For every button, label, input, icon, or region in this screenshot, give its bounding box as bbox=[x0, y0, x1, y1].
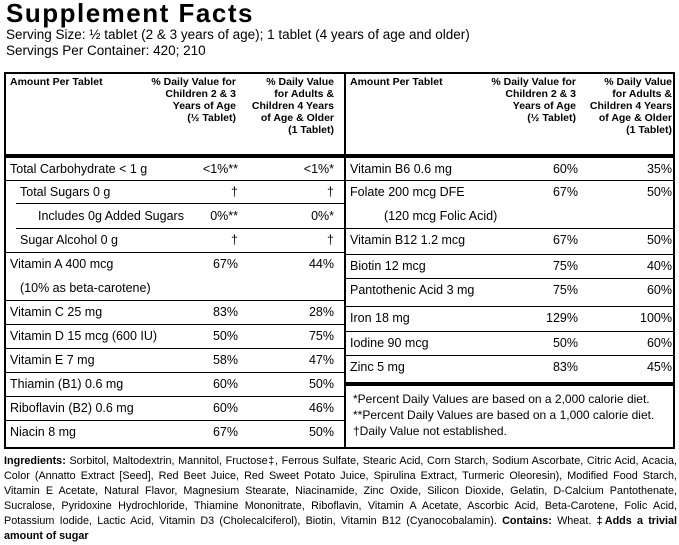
row-iodine: Iodine 90 mcg bbox=[350, 336, 429, 350]
row-vitamin-b12: Vitamin B12 1.2 mcg bbox=[350, 233, 466, 247]
cell-adult: 35% bbox=[646, 162, 672, 176]
cell-child: † bbox=[231, 233, 238, 247]
cell-child: 0%** bbox=[210, 209, 238, 223]
cell-adult: 28% bbox=[308, 305, 334, 319]
ingredients-text: Sorbitol, Maltodextrin, Mannitol, Fructose‡, Ferrous Sulfate, Stearic Acid, Corn Starch, Sodium Ascorbate, Citric Acid, Acacia, Color (Annatto Extract [Seed], Red Beet Juice, Red Sweet Potato Juice, Spirulina Extract, Turmeric Oleoresin), Modified Food Starch, Vitamin E Acetate, Natural Flavor, Magnesium Stearate, Niacinamide, Zinc Oxide, Silicon Dioxide, Gelatin, D-Calcium Pantothenate, Sucralose, Pyridoxine Hydrochloride, Thiamine Mononitrate, Riboflavin, Vitamin A Acetate, Ascorbic Acid, Beta-Carotene, Folic Acid, Potassium Iodide, Lactic Acid, Vitamin D3 (Cholecalciferol), Biotin, Vitamin B12 (Cyanocobalamin). bbox=[4, 455, 677, 527]
row-divider bbox=[6, 180, 344, 181]
row-divider bbox=[16, 228, 344, 229]
row-divider bbox=[346, 254, 673, 255]
cell-adult: 100% bbox=[640, 311, 672, 325]
row-divider bbox=[346, 228, 673, 229]
cell-child: 67% bbox=[552, 185, 578, 199]
cell-child: 75% bbox=[552, 259, 578, 273]
row-niacin: Niacin 8 mg bbox=[10, 425, 76, 439]
cell-adult: † bbox=[327, 185, 334, 199]
cell-adult: 50% bbox=[308, 425, 334, 439]
left-header-adults: % Daily Value for Adults & Children 4 Years of Age & Older (1 Tablet) bbox=[251, 76, 334, 136]
row-iron: Iron 18 mg bbox=[350, 311, 410, 325]
right-header-adults: % Daily Value for Adults & Children 4 Years of Age & Older (1 Tablet) bbox=[589, 76, 672, 136]
row-divider bbox=[6, 324, 344, 325]
row-divider bbox=[346, 355, 673, 356]
row-biotin: Biotin 12 mcg bbox=[350, 259, 426, 273]
left-header-rule bbox=[6, 154, 344, 158]
row-divider bbox=[6, 372, 344, 373]
right-header-children: % Daily Value for Children 2 & 3 Years of Age (½ Tablet) bbox=[491, 76, 576, 124]
cell-adult: 60% bbox=[646, 283, 672, 297]
trivial-sugar-note: ‡Adds a trivial amount of sugar bbox=[4, 515, 678, 542]
row-thiamin: Thiamin (B1) 0.6 mg bbox=[10, 377, 124, 391]
cell-child: 67% bbox=[212, 257, 238, 271]
cell-adult: 47% bbox=[308, 353, 334, 367]
row-divider bbox=[6, 300, 344, 301]
footnote-1: *Percent Daily Values are based on a 2,000 calorie diet. bbox=[353, 392, 650, 406]
row-beta-carotene: (10% as beta-carotene) bbox=[20, 281, 151, 295]
cell-adult: <1%* bbox=[303, 162, 334, 176]
cell-child: 83% bbox=[552, 360, 578, 374]
cell-child: 67% bbox=[552, 233, 578, 247]
contains-text: Wheat. bbox=[557, 515, 592, 527]
cell-child: † bbox=[231, 185, 238, 199]
cell-child: 83% bbox=[212, 305, 238, 319]
contains-label: Contains: bbox=[502, 515, 552, 527]
cell-adult: 60% bbox=[646, 336, 672, 350]
row-sugar-alcohol: Sugar Alcohol 0 g bbox=[20, 233, 118, 247]
cell-child: 50% bbox=[552, 336, 578, 350]
cell-child: 75% bbox=[552, 283, 578, 297]
ingredients-block bbox=[4, 454, 677, 544]
row-folate: Folate 200 mcg DFE bbox=[350, 185, 465, 199]
ingredients-label: Ingredients: bbox=[4, 455, 66, 467]
cell-child: 50% bbox=[212, 329, 238, 343]
row-vitamin-e: Vitamin E 7 mg bbox=[10, 353, 95, 367]
row-folic-acid: (120 mcg Folic Acid) bbox=[384, 209, 498, 223]
cell-adult: 50% bbox=[646, 233, 672, 247]
row-divider bbox=[346, 278, 673, 279]
cell-adult: 46% bbox=[308, 401, 334, 415]
cell-adult: 50% bbox=[308, 377, 334, 391]
row-vitamin-a: Vitamin A 400 mcg bbox=[10, 257, 114, 271]
cell-adult: 50% bbox=[646, 185, 672, 199]
cell-child: 60% bbox=[552, 162, 578, 176]
cell-child: <1%** bbox=[202, 162, 238, 176]
row-total-carbohydrate: Total Carbohydrate < 1 g bbox=[10, 162, 148, 176]
servings-per-container: Servings Per Container: 420; 210 bbox=[6, 43, 206, 58]
cell-adult: 75% bbox=[308, 329, 334, 343]
column-divider bbox=[344, 74, 346, 447]
footnote-2: **Percent Daily Values are based on a 1,000 calorie diet. bbox=[353, 408, 655, 422]
row-vitamin-c: Vitamin C 25 mg bbox=[10, 305, 103, 319]
row-added-sugars: Includes 0g Added Sugars bbox=[38, 209, 184, 223]
right-header-rule bbox=[346, 154, 673, 158]
cell-adult: 45% bbox=[646, 360, 672, 374]
left-header-children: % Daily Value for Children 2 & 3 Years of Age (½ Tablet) bbox=[151, 76, 236, 124]
cell-child: 60% bbox=[212, 401, 238, 415]
row-total-sugars: Total Sugars 0 g bbox=[20, 185, 111, 199]
cell-child: 67% bbox=[212, 425, 238, 439]
cell-adult: 44% bbox=[308, 257, 334, 271]
left-header-amount: Amount Per Tablet bbox=[10, 76, 103, 88]
serving-info bbox=[6, 27, 470, 59]
facts-table bbox=[4, 72, 675, 449]
row-divider bbox=[346, 306, 673, 307]
footnote-3: †Daily Value not established. bbox=[353, 424, 507, 438]
row-riboflavin: Riboflavin (B2) 0.6 mg bbox=[10, 401, 134, 415]
cell-child: 58% bbox=[212, 353, 238, 367]
right-header-amount: Amount Per Tablet bbox=[350, 76, 443, 88]
cell-child: 129% bbox=[546, 311, 578, 325]
row-vitamin-d: Vitamin D 15 mcg (600 IU) bbox=[10, 329, 158, 343]
row-divider bbox=[6, 420, 344, 421]
cell-child: 60% bbox=[212, 377, 238, 391]
row-pantothenic-acid: Pantothenic Acid 3 mg bbox=[350, 283, 475, 297]
row-vitamin-b6: Vitamin B6 0.6 mg bbox=[350, 162, 452, 176]
cell-adult: † bbox=[327, 233, 334, 247]
row-divider bbox=[6, 396, 344, 397]
row-zinc: Zinc 5 mg bbox=[350, 360, 405, 374]
cell-adult: 40% bbox=[646, 259, 672, 273]
row-divider bbox=[346, 180, 673, 181]
footnote-rule bbox=[346, 382, 673, 386]
row-divider bbox=[6, 348, 344, 349]
cell-adult: 0%* bbox=[311, 209, 334, 223]
panel-title: Supplement Facts bbox=[6, 0, 254, 28]
row-divider bbox=[346, 331, 673, 332]
serving-size: Serving Size: ½ tablet (2 & 3 years of age); 1 tablet (4 years of age and older) bbox=[6, 27, 470, 42]
row-divider bbox=[6, 252, 344, 253]
row-divider bbox=[16, 203, 344, 204]
